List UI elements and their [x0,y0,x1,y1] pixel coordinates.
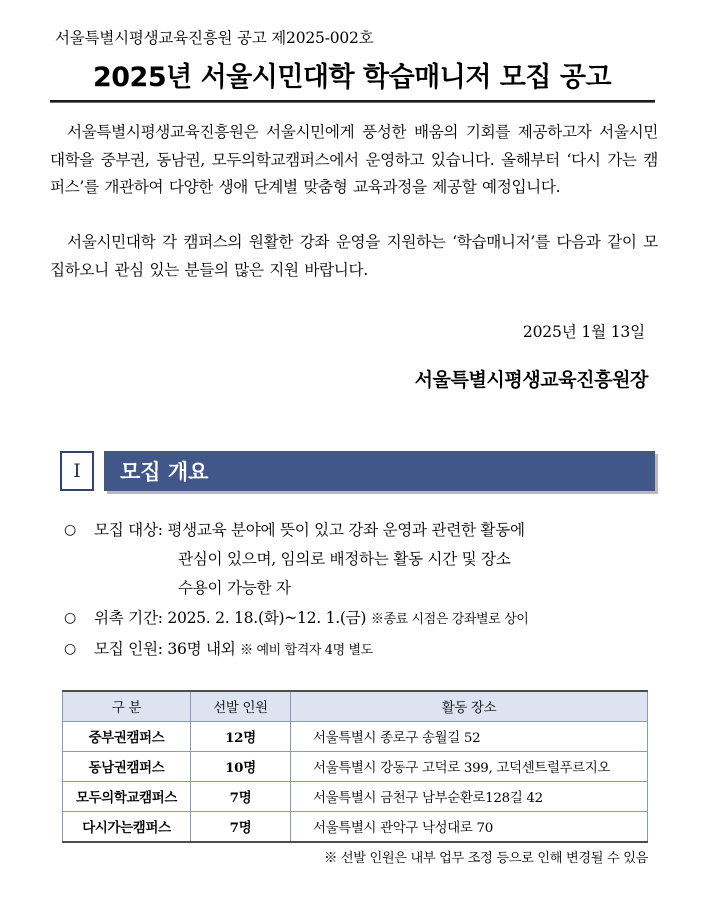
bullet-item [64,516,664,603]
cell-count: 10명 [191,752,291,782]
section-number-box: I [60,451,94,491]
bullet-line: 위촉 기간: 2025. 2. 18.(화)~12. 1.(금) ※종료 시점은 강좌별로 상이 [94,609,529,627]
table-header-row [63,691,648,722]
campus-table [62,690,648,843]
bullet-list [64,516,664,666]
document-title: 2025년 서울시민대학 학습매니저 모집 공고 [92,62,612,93]
cell-division: 중부권캠퍼스 [63,722,191,752]
section-title-bar [104,451,655,491]
inline-note: ※ 예비 합격자 4명 별도 [240,643,373,658]
table-row [63,782,648,812]
table-row [63,722,648,752]
bullet-item [64,604,664,634]
table-header [63,691,648,722]
section-title-label: 모집 개요 [120,459,209,484]
bullet-marker-icon: ○ [64,641,76,657]
column-header-division: 구 분 [63,691,191,722]
column-header-place: 활동 장소 [291,691,648,722]
bullet-marker-icon: ○ [64,610,76,626]
cell-division: 다시가는캠퍼스 [63,812,191,843]
campus-table-wrapper [62,690,648,843]
cell-count: 7명 [191,782,291,812]
cell-place: 서울특별시 종로구 송월길 52 [291,722,648,752]
bullet-line: 관심이 있으며, 임의로 배정하는 활동 시간 및 장소 [178,550,511,568]
table-row [63,752,648,782]
cell-count: 12명 [191,722,291,752]
bullet-line: 모집 인원: 36명 내외 ※ 예비 합격자 4명 별도 [94,640,373,658]
signature-date: 2025년 1월 13일 [522,323,645,341]
intro-paragraph-1: 서울특별시평생교육진흥원은 서울시민에게 풍성한 배움의 기회를 제공하고자 서울시민대학을 중부권, 동남권, 모두의학교캠퍼스에서 운영하고 있습니다. 올해부터 ‘다시 가는 캠퍼스’를 개관하여 다양한 생애 단계별 맞춤형 교육과정을 제공할 예정입니다. [50,123,658,196]
cell-place: 서울특별시 강동구 고덕로 399, 고덕센트럴푸르지오 [291,752,648,782]
column-header-count: 선발 인원 [191,691,291,722]
cell-division: 모두의학교캠퍼스 [63,782,191,812]
table-footnote: ※ 선발 인원은 내부 업무 조정 등으로 인해 변경될 수 있음 [324,851,648,866]
cell-place: 서울특별시 금천구 남부순환로128길 42 [291,782,648,812]
cell-count: 7명 [191,812,291,843]
intro-paragraph-2: 서울시민대학 각 캠퍼스의 원활한 강좌 운영을 지원하는 ‘학습매니저’를 다음과 같이 모집하오니 관심 있는 분들의 많은 지원 바랍니다. [50,233,658,279]
inline-note: ※종료 시점은 강좌별로 상이 [370,612,529,627]
bullet-line: 모집 대상: 평생교육 분야에 뜻이 있고 강좌 운영과 관련한 활동에 [94,521,525,539]
bullet-line: 수용이 가능한 자 [178,579,291,597]
cell-division: 동남권캠퍼스 [63,752,191,782]
section-header [60,451,655,493]
bullet-item [64,635,664,665]
cell-place: 서울특별시 관악구 낙성대로 70 [291,812,648,843]
bullet-marker-icon: ○ [64,522,76,538]
table-body [63,722,648,843]
signature-organization: 서울특별시평생교육진흥원장 [414,369,648,391]
title-divider [50,100,655,103]
document-number: 서울특별시평생교육진흥원 공고 제2025-002호 [55,29,374,47]
table-row [63,812,648,843]
